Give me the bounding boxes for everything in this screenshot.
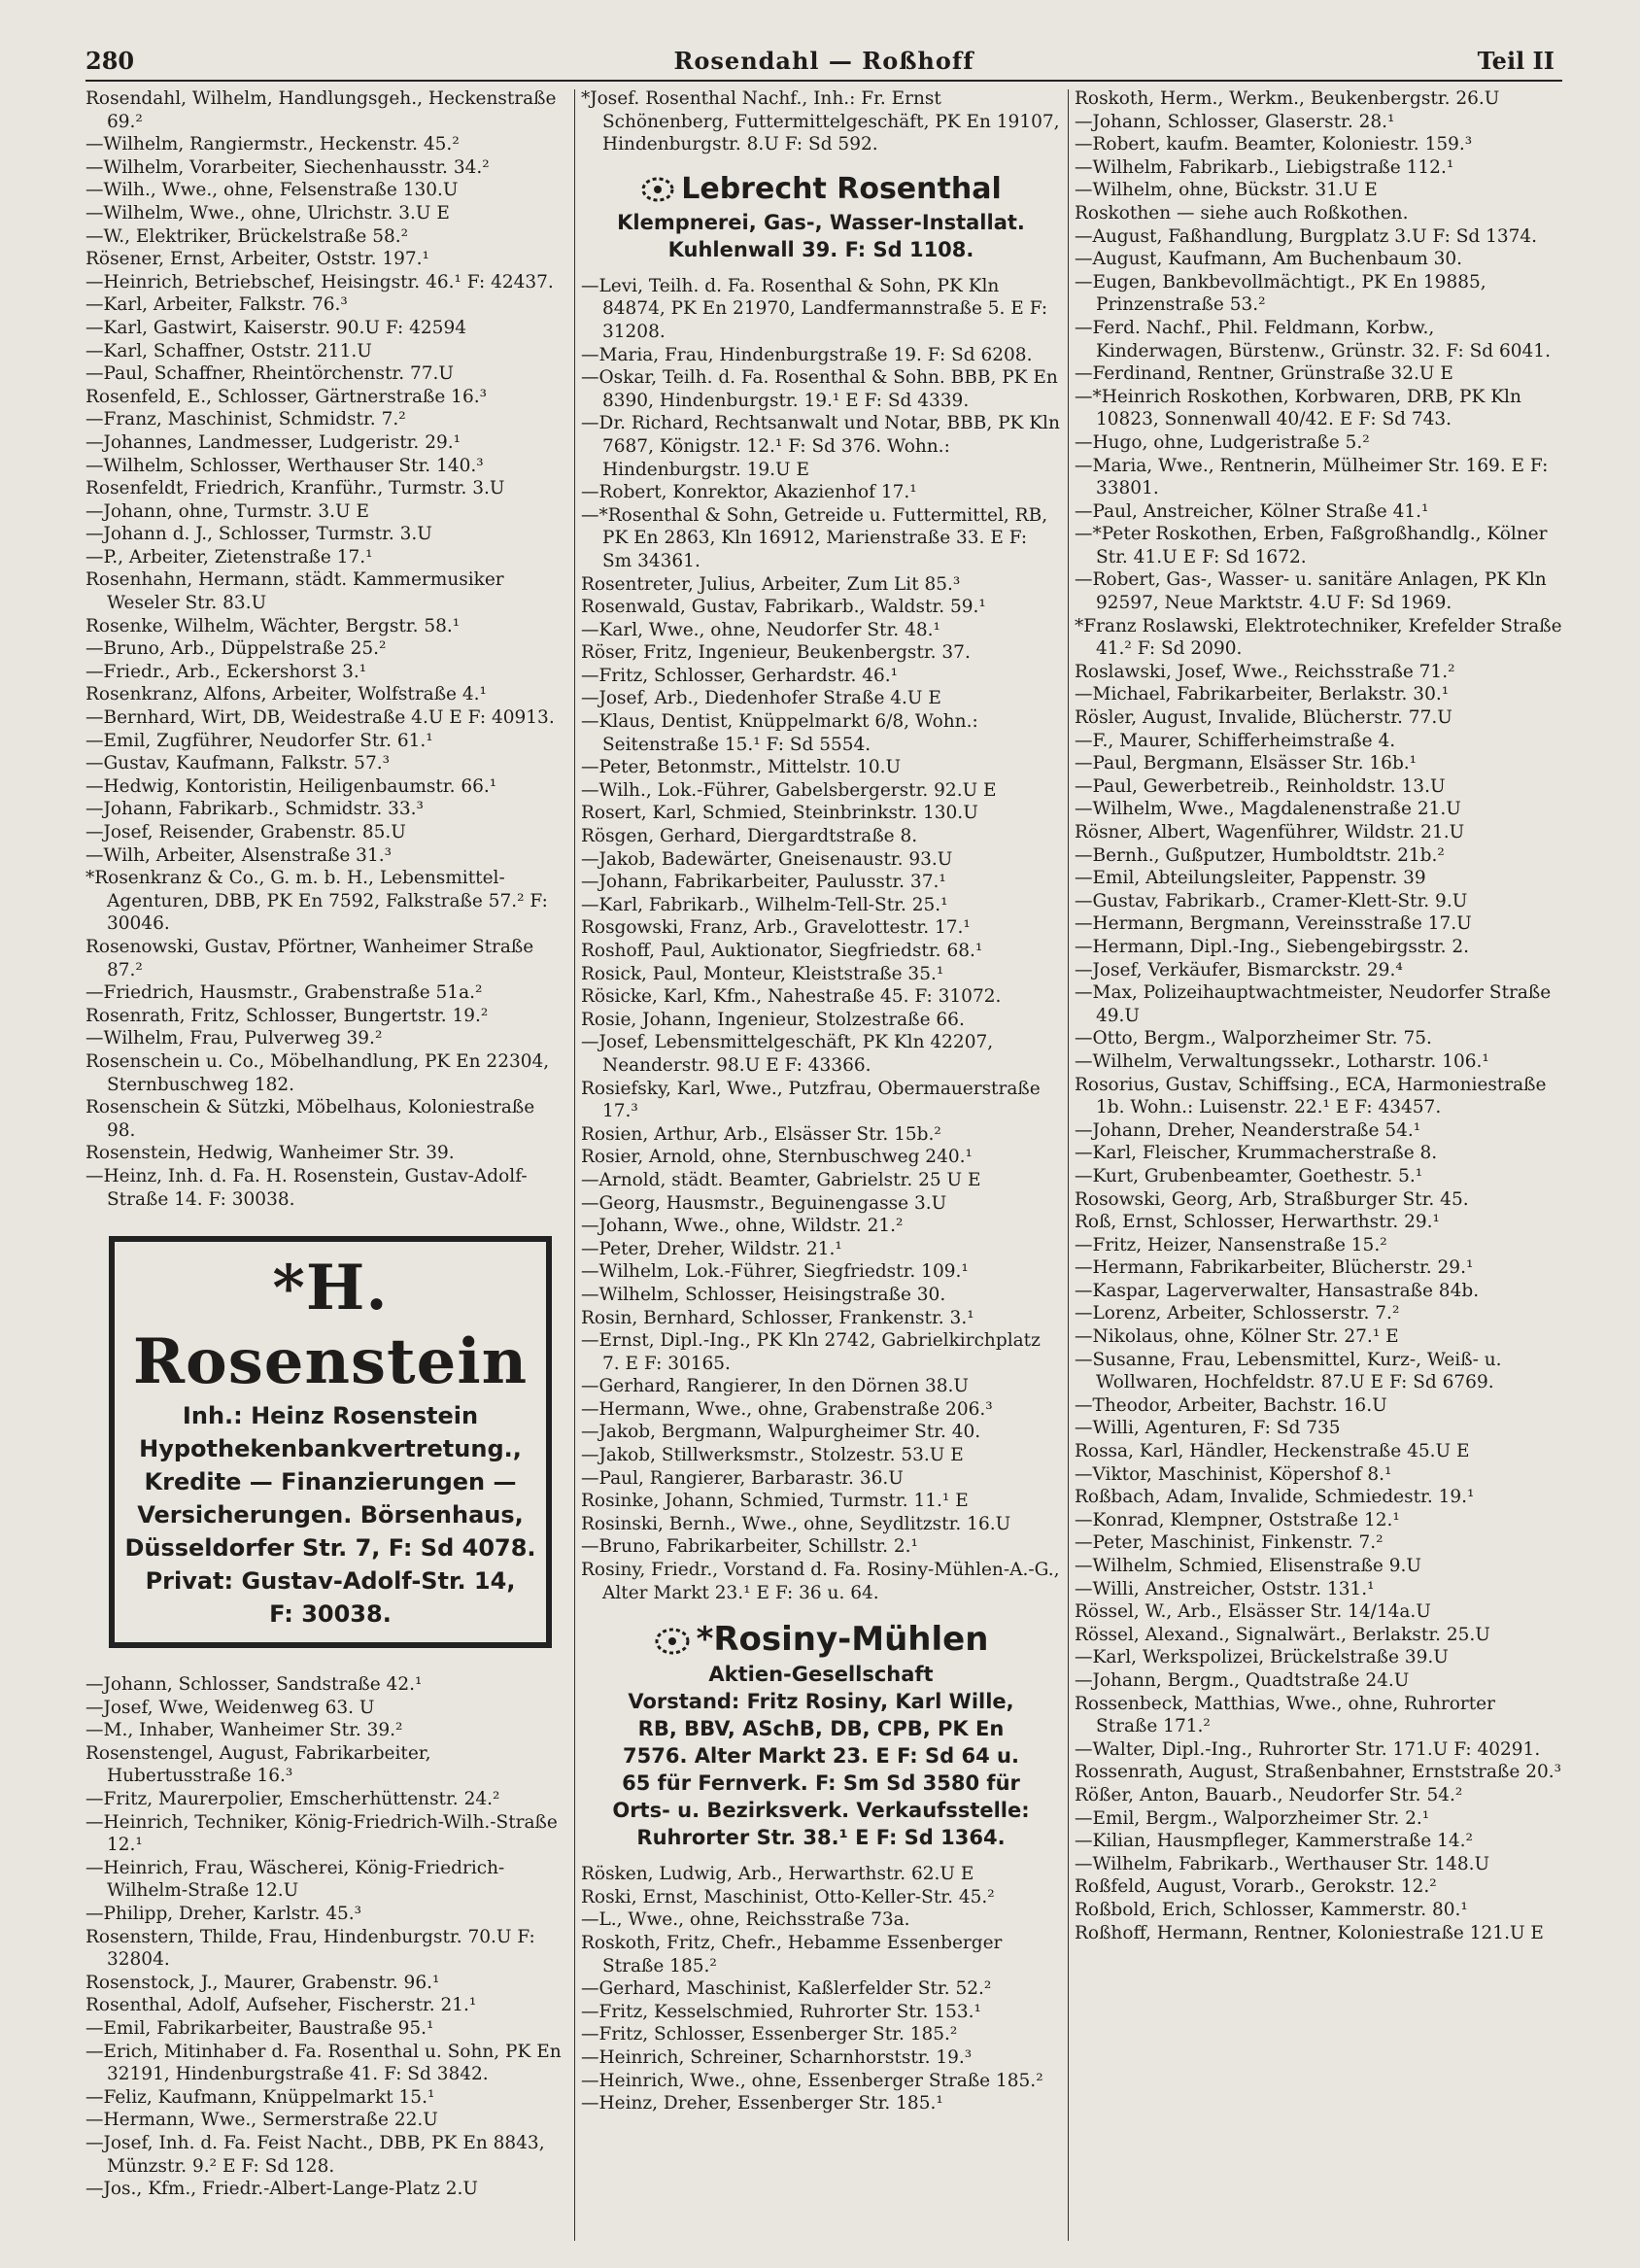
directory-entry: Roßbach, Adam, Invalide, Schmiedestr. 19.¹	[1075, 1487, 1475, 1508]
directory-entry: Roshoff, Paul, Auktionator, Siegfriedstr. 68.¹	[581, 941, 983, 961]
directory-entry: Rosenwald, Gustav, Fabrikarb., Waldstr. 59.¹	[581, 597, 986, 618]
ad-rosenstein	[109, 1236, 552, 1648]
directory-entry: —Viktor, Maschinist, Köpershof 8.¹	[1075, 1463, 1392, 1485]
directory-entry: —Gustav, Kaufmann, Falkstr. 57.³	[85, 753, 391, 774]
directory-entry: —Walter, Dipl.-Ing., Ruhrorter Str. 171.U F: 40291.	[1075, 1738, 1541, 1760]
directory-entry: Rosenke, Wilhelm, Wächter, Bergstr. 58.¹	[85, 615, 461, 636]
directory-entry: —Eugen, Bankbevollmächtigt., PK En 19885, Prinzenstraße 53.²	[1075, 271, 1486, 316]
directory-entry: —Lorenz, Arbeiter, Schlosserstr. 7.²	[1075, 1303, 1400, 1324]
directory-entry: —Robert, Gas-, Wasser- u. sanitäre Anlagen, PK Kln 92597, Neue Marktstr. 4.U F: Sd 1969.	[1075, 569, 1547, 614]
directory-entry: —Klaus, Dentist, Knüppelmarkt 6/8, Wohn.: Seitenstraße 15.¹ F: Sd 5554.	[581, 711, 978, 755]
directory-entry: —Paul, Schaffner, Rheintörchenstr. 77.U	[85, 363, 454, 385]
directory-entry: Rösicke, Karl, Kfm., Nahestraße 45. F: 31072.	[581, 986, 1002, 1008]
directory-entry: —Paul, Anstreicher, Kölner Straße 41.¹	[1075, 500, 1429, 522]
directory-entry: —*Heinrich Roskothen, Korbwaren, DRB, PK Kln 10823, Sonnenwall 40/42. E F: Sd 743.	[1075, 386, 1521, 430]
directory-entry: —Bruno, Fabrikarbeiter, Schillstr. 2.¹	[581, 1536, 918, 1558]
directory-entry: Rosowski, Georg, Arb, Straßburger Str. 45.	[1075, 1188, 1469, 1210]
ad-lebrecht-rosenthal	[581, 170, 1061, 263]
directory-entry: —Karl, Gastwirt, Kaiserstr. 90.U F: 42594	[85, 317, 466, 338]
directory-entry: —Wilhelm, Schmied, Elisenstraße 9.U	[1075, 1556, 1421, 1576]
directory-entry: —Hermann, Wwe., Sermerstraße 22.U	[85, 2110, 438, 2131]
ad-line: Kuhlenwall 39. F: Sd 1108.	[667, 237, 974, 261]
directory-entry: —Wilh, Arbeiter, Alsenstraße 31.³	[85, 844, 393, 866]
directory-entry: —Johann, ohne, Turmstr. 3.U E	[85, 500, 370, 522]
directory-entry: —F., Maurer, Schifferheimstraße 4.	[1075, 730, 1396, 751]
directory-entry: Rosenstengel, August, Fabrikarbeiter, Hubertusstraße 16.³	[85, 1742, 431, 1787]
directory-entry: Rosenthal, Adolf, Aufseher, Fischerstr. 21.¹	[85, 1995, 477, 2016]
directory-entry: Roskoth, Fritz, Chefr., Hebamme Essenberger Straße 185.²	[581, 1933, 1003, 1976]
directory-entry: —Josef, Arb., Diedenhofer Straße 4.U E	[581, 688, 941, 709]
directory-entry: —Karl, Fleischer, Krummacherstraße 8.	[1075, 1143, 1438, 1164]
directory-entry: Roskothen — siehe auch Roßkothen.	[1075, 202, 1409, 223]
ad-rosenstein-title: *H. Rosenstein	[132, 1252, 529, 1399]
directory-entry: Rosenhahn, Hermann, städt. Kammermusiker Weseler Str. 83.U	[85, 569, 504, 614]
directory-entry: —Fritz, Schlosser, Gerhardstr. 46.¹	[581, 665, 899, 686]
page-header	[85, 45, 1562, 84]
directory-entry: Rosenschein u. Co., Möbelhandlung, PK En 22304, Sternbuschweg 182.	[85, 1050, 550, 1095]
directory-entry: Roßhoff, Hermann, Rentner, Koloniestraße 121.U E	[1075, 1922, 1544, 1943]
directory-entry: —Levi, Teilh. d. Fa. Rosenthal & Sohn, PK Kln 84874, PK En 21970, Landfermannstraße 5. E F: 31208.	[581, 275, 1048, 342]
directory-entry: Rosiny, Friedr., Vorstand d. Fa. Rosiny-Mühlen-A.-G., Alter Markt 23.¹ E F: 36 u. 64.	[581, 1560, 1060, 1603]
directory-entry: —Paul, Bergmann, Elsässer Str. 16b.¹	[1075, 753, 1418, 774]
directory-entry: —Heinrich, Betriebschef, Heisingstr. 46.¹ F: 42437.	[85, 271, 554, 292]
directory-entry: —Fritz, Maurerpolier, Emscherhüttenstr. 24.²	[85, 1789, 500, 1810]
directory-entry: —Max, Polizeihauptwachtmeister, Neudorfer Straße 49.U	[1075, 982, 1552, 1026]
directory-entry: Rosick, Paul, Monteur, Kleiststraße 35.¹	[581, 963, 944, 984]
ad-line: Klempnerei, Gas-, Wasser-Installat.	[617, 210, 1025, 234]
directory-entry: —Robert, Konrektor, Akazienhof 17.¹	[581, 482, 917, 503]
directory-entry: —Bernh., Gußputzer, Humboldtstr. 21b.²	[1075, 844, 1445, 866]
directory-entry: —Heinz, Dreher, Essenberger Str. 185.¹	[581, 2093, 943, 2114]
directory-entry: —W., Elektriker, Brückelstraße 58.²	[85, 225, 409, 247]
directory-entry: —Theodor, Arbeiter, Bachstr. 16.U	[1075, 1394, 1387, 1416]
directory-entry: —Wilhelm, Vorarbeiter, Siechenhausstr. 34.²	[85, 156, 490, 178]
directory-entry: Rosenkranz, Alfons, Arbeiter, Wolfstraße 4.¹	[85, 684, 487, 705]
directory-entry: Rosenfeldt, Friedrich, Kranführ., Turmstr. 3.U	[85, 478, 505, 499]
ad-line: Aktien-Gesellschaft	[708, 1663, 934, 1687]
directory-entry: Rosgowski, Franz, Arb., Gravelottestr. 17.¹	[581, 917, 971, 939]
directory-entry: Rosier, Arnold, ohne, Sternbuschweg 240.¹	[581, 1147, 973, 1168]
directory-entry: *Josef. Rosenthal Nachf., Inh.: Fr. Ernst Schönenberg, Futtermittelgeschäft, PK En 19107, Hindenburgstr. 8.U F: Sd 592.	[581, 88, 1060, 155]
directory-entry: —Philipp, Dreher, Karlstr. 45.³	[85, 1904, 362, 1925]
directory-entry: —August, Kaufmann, Am Buchenbaum 30.	[1075, 249, 1463, 270]
directory-entry: —Jakob, Bergmann, Walpurgheimer Str. 40.	[581, 1422, 981, 1443]
directory-entry: —Heinz, Inh. d. Fa. H. Rosenstein, Gustav-Adolf-Straße 14. F: 30038.	[85, 1165, 528, 1210]
directory-entry: Rosenstock, J., Maurer, Grabenstr. 96.¹	[85, 1972, 440, 1993]
ad-line: Kredite — Finanzierungen —	[144, 1468, 517, 1496]
directory-entry: —Hermann, Dipl.-Ing., Siebengebirgsstr. 2.	[1075, 936, 1470, 957]
directory-entry: —Wilhelm, Fabrikarb., Liebigstraße 112.¹	[1075, 156, 1454, 178]
directory-entry: Rösener, Ernst, Arbeiter, Oststr. 197.¹	[85, 249, 429, 270]
ad-line: Vorstand: Fritz Rosiny, Karl Wille,	[628, 1690, 1014, 1714]
directory-entry: Rosendahl, Wilhelm, Handlungsgeh., Heckenstraße 69.²	[85, 88, 557, 132]
column-middle	[581, 87, 1061, 2243]
directory-entry: —Peter, Betonmstr., Mittelstr. 10.U	[581, 757, 902, 778]
column-divider	[574, 89, 575, 2241]
directory-entry: —Wilhelm, Verwaltungssekr., Lotharstr. 106.¹	[1075, 1050, 1489, 1072]
directory-entry: —Bruno, Arb., Düppelstraße 25.²	[85, 638, 387, 660]
directory-entry: —Konrad, Klempner, Oststraße 12.¹	[1075, 1509, 1400, 1530]
directory-entry: Rösler, August, Invalide, Blücherstr. 77.U	[1075, 707, 1452, 729]
column-divider	[1068, 89, 1069, 2241]
directory-entry: —Gerhard, Maschinist, Kaßlerfelder Str. 52.²	[581, 1978, 992, 2000]
directory-entry: —Johann, Schlosser, Glaserstr. 28.¹	[1075, 111, 1395, 132]
company-logo-icon	[654, 1627, 691, 1656]
column-left	[85, 87, 565, 2243]
directory-entry: —Wilhelm, Schlosser, Heisingstraße 30.	[581, 1284, 946, 1305]
directory-entry: —Johannes, Landmesser, Ludgeristr. 29.¹	[85, 431, 461, 453]
directory-entry: —Karl, Schaffner, Oststr. 211.U	[85, 340, 372, 361]
directory-entry: —Georg, Hausmstr., Beguinengasse 3.U	[581, 1192, 947, 1214]
directory-entry: —Wilhelm, Frau, Pulverweg 39.²	[85, 1028, 383, 1049]
directory-entry: —Paul, Rangierer, Barbarastr. 36.U	[581, 1467, 904, 1489]
directory-entry: —Hermann, Wwe., ohne, Grabenstraße 206.³	[581, 1398, 993, 1420]
column-right	[1075, 87, 1562, 2243]
directory-entry: —Emil, Fabrikarbeiter, Baustraße 95.¹	[85, 2018, 434, 2039]
directory-entry: —*Rosenthal & Sohn, Getreide u. Futtermittel, RB, PK En 2863, Kln 16912, Marienstraße 33. E F: Sm 34361.	[581, 504, 1048, 571]
ad-line: Hypothekenbankvertretung.,	[139, 1435, 522, 1463]
ad-line: Orts- u. Bezirksverk. Verkaufsstelle:	[612, 1799, 1030, 1823]
directory-entry: —Emil, Abteilungsleiter, Pappenstr. 39	[1075, 868, 1426, 889]
ad-lebrecht-name: Lebrecht Rosenthal	[681, 171, 1002, 206]
directory-entry: —Karl, Arbeiter, Falkstr. 76.³	[85, 294, 348, 316]
directory-entry: Rosentreter, Julius, Arbeiter, Zum Lit 85.³	[581, 573, 961, 595]
directory-entry: —Wilhelm, Wwe., ohne, Ulrichstr. 3.U E	[85, 202, 450, 223]
directory-entry: —*Peter Roskothen, Erben, Faßgroßhandlg., Kölner Str. 41.U E F: Sd 1672.	[1075, 524, 1548, 567]
directory-entry: —Hugo, ohne, Ludgeristraße 5.²	[1075, 431, 1370, 453]
directory-entry: Rosenschein & Sützki, Möbelhaus, Koloniestraße 98.	[85, 1097, 535, 1141]
directory-entry: —Hedwig, Kontoristin, Heiligenbaumstr. 66.¹	[85, 775, 497, 797]
directory-entry: —Maria, Wwe., Rentnerin, Mülheimer Str. 169. E F: 33801.	[1075, 455, 1549, 499]
directory-entry: Rossenbeck, Matthias, Wwe., ohne, Ruhrorter Straße 171.²	[1075, 1693, 1495, 1737]
directory-entry: —Karl, Werkspolizei, Brückelstraße 39.U	[1075, 1647, 1449, 1668]
directory-entry: Rosenrath, Fritz, Schlosser, Bungertstr. 19.²	[85, 1005, 489, 1026]
directory-entry: Rosin, Bernhard, Schlosser, Frankenstr. 3.¹	[581, 1307, 974, 1328]
directory-entry: —Feliz, Kaufmann, Knüppelmarkt 15.¹	[85, 2086, 435, 2108]
directory-entry: —Kurt, Grubenbeamter, Goethestr. 5.¹	[1075, 1165, 1423, 1186]
directory-entry: Rösken, Ludwig, Arb., Herwarthstr. 62.U E	[581, 1864, 974, 1885]
directory-entry: —Johann, Wwe., ohne, Wildstr. 21.²	[581, 1216, 904, 1237]
ad-line: Inh.: Heinz Rosenstein	[182, 1402, 479, 1430]
directory-entry: —Willi, Anstreicher, Oststr. 131.¹	[1075, 1578, 1375, 1599]
directory-entry: —Kaspar, Lagerverwalter, Hansastraße 84b.	[1075, 1280, 1480, 1301]
directory-entry: Rösner, Albert, Wagenführer, Wildstr. 21.U	[1075, 822, 1465, 842]
ad-line: F: 30038.	[269, 1600, 392, 1629]
directory-entry: —Fritz, Heizer, Nansenstraße 15.²	[1075, 1234, 1387, 1255]
directory-entry: Rosenowski, Gustav, Pförtner, Wanheimer Straße 87.²	[85, 936, 534, 980]
directory-entry: —Johann, Dreher, Neanderstraße 54.¹	[1075, 1119, 1421, 1141]
directory-entry: —Heinrich, Frau, Wäscherei, König-Friedrich-Wilhelm-Straße 12.U	[85, 1857, 505, 1902]
directory-entry: Rosert, Karl, Schmied, Steinbrinkstr. 130.U	[581, 803, 978, 824]
directory-entry: —Johann, Fabrikarbeiter, Paulusstr. 37.¹	[581, 872, 946, 893]
directory-entry: Rosiefsky, Karl, Wwe., Putzfrau, Obermauerstraße 17.³	[581, 1078, 1041, 1122]
directory-entry: —Oskar, Teilh. d. Fa. Rosenthal & Sohn. BBB, PK En 8390, Hindenburgstr. 19.¹ E F: Sd 4339.	[581, 367, 1058, 411]
directory-entry: —Josef, Wwe, Weidenweg 63. U	[85, 1697, 375, 1718]
directory-entry: —Johann, Schlosser, Sandstraße 42.¹	[85, 1674, 423, 1696]
directory-entry: —Karl, Fabrikarb., Wilhelm-Tell-Str. 25.¹	[581, 894, 948, 915]
directory-entry: Roslawski, Josef, Wwe., Reichsstraße 71.²	[1075, 661, 1455, 682]
directory-entry: —August, Faßhandlung, Burgplatz 3.U F: Sd 1374.	[1075, 225, 1538, 247]
directory-entry: —Michael, Fabrikarbeiter, Berlakstr. 30.¹	[1075, 684, 1450, 705]
directory-entry: —Robert, kaufm. Beamter, Koloniestr. 159.³	[1075, 134, 1473, 155]
directory-entry: —Paul, Gewerbetreib., Reinholdstr. 13.U	[1075, 775, 1446, 797]
directory-entry: —P., Arbeiter, Zietenstraße 17.¹	[85, 546, 373, 567]
directory-entry: Rosenstein, Hedwig, Wanheimer Str. 39.	[85, 1143, 455, 1164]
directory-entry: Rosinski, Bernh., Wwe., ohne, Seydlitzstr. 16.U	[581, 1513, 1011, 1534]
directory-entry: —M., Inhaber, Wanheimer Str. 39.²	[85, 1720, 403, 1741]
directory-entry: Rössel, Alexand., Signalwärt., Berlakstr. 25.U	[1075, 1624, 1490, 1645]
directory-entry: Rosie, Johann, Ingenieur, Stolzestraße 66.	[581, 1009, 965, 1030]
ad-line: RB, BBV, ASchB, DB, CPB, PK En	[637, 1717, 1005, 1741]
directory-entry: —Friedrich, Hausmstr., Grabenstraße 51a.²	[85, 982, 483, 1004]
directory-entry: —Wilhelm, Fabrikarb., Werthauser Str. 148.U	[1075, 1853, 1490, 1874]
directory-entry: —Wilhelm, ohne, Bückstr. 31.U E	[1075, 180, 1378, 201]
directory-entry: Rößer, Anton, Bauarb., Neudorfer Str. 54.²	[1075, 1784, 1463, 1805]
directory-entry: —Gerhard, Rangierer, In den Dörnen 38.U	[581, 1376, 970, 1397]
directory-entry: —L., Wwe., ohne, Reichsstraße 73a.	[581, 1909, 910, 1931]
directory-entry: —Ferd. Nachf., Phil. Feldmann, Korbw., Kinderwagen, Bürstenw., Grünstr. 32. F: Sd 6041.	[1075, 317, 1551, 361]
directory-entry: —Jakob, Stillwerksmstr., Stolzestr. 53.U E	[581, 1445, 964, 1466]
directory-entry: —Peter, Maschinist, Finkenstr. 7.²	[1075, 1532, 1384, 1554]
directory-entry: —Willi, Agenturen, F: Sd 735	[1075, 1418, 1341, 1439]
part-label: Teil II	[1477, 47, 1555, 75]
directory-entry: —Emil, Bergm., Walporzheimer Str. 2.¹	[1075, 1807, 1430, 1829]
directory-entry: —Nikolaus, ohne, Kölner Str. 27.¹ E	[1075, 1326, 1399, 1348]
directory-entry: —Wilhelm, Wwe., Magdalenenstraße 21.U	[1075, 799, 1461, 820]
directory-entry: —Heinrich, Techniker, König-Friedrich-Wilh.-Straße 12.¹	[85, 1811, 558, 1856]
ad-line: Versicherungen. Börsenhaus,	[137, 1501, 524, 1529]
directory-entry: —Jakob, Badewärter, Gneisenaustr. 93.U	[581, 848, 953, 870]
directory-entry: —Kilian, Hausmpfleger, Kammerstraße 14.²	[1075, 1831, 1473, 1852]
directory-entry: —Josef, Inh. d. Fa. Feist Nacht., DBB, PK En 8843, Münzstr. 9.² E F: Sd 128.	[85, 2132, 545, 2177]
directory-entry: Roski, Ernst, Maschinist, Otto-Keller-Str. 45.²	[581, 1886, 995, 1907]
directory-entry: —Hermann, Fabrikarbeiter, Blücherstr. 29.¹	[1075, 1257, 1474, 1279]
directory-entry: —Josef, Lebensmittelgeschäft, PK Kln 42207, Neanderstr. 98.U E F: 43366.	[581, 1032, 994, 1076]
directory-entry: —Wilhelm, Lok.-Führer, Siegfriedstr. 109.¹	[581, 1261, 969, 1283]
directory-entry: —Franz, Maschinist, Schmidstr. 7.²	[85, 409, 406, 430]
ad-rosiny-muehlen	[581, 1618, 1061, 1851]
directory-entry: —Friedr., Arb., Eckershorst 3.¹	[85, 661, 367, 682]
directory-entry: Rosenfeld, E., Schlosser, Gärtnerstraße 16.³	[85, 386, 488, 407]
directory-entry: —Ernst, Dipl.-Ing., PK Kln 2742, Gabrielkirchplatz 7. E F: 30165.	[581, 1330, 1041, 1374]
directory-entry: —Wilh., Lok.-Führer, Gabelsbergerstr. 92.U E	[581, 779, 997, 801]
directory-entry: —Otto, Bergm., Walporzheimer Str. 75.	[1075, 1028, 1432, 1049]
directory-entry: —Bernhard, Wirt, DB, Weidestraße 4.U E F: 40913.	[85, 707, 555, 729]
directory-entry: —Johann d. J., Schlosser, Turmstr. 3.U	[85, 524, 432, 545]
directory-entry: —Josef, Reisender, Grabenstr. 85.U	[85, 822, 406, 842]
directory-entry: —Johann, Fabrikarb., Schmidstr. 33.³	[85, 799, 424, 820]
directory-entry: Rosien, Arthur, Arb., Elsässer Str. 15b.²	[581, 1123, 941, 1145]
directory-entry: —Ferdinand, Rentner, Grünstraße 32.U E	[1075, 363, 1453, 385]
directory-entry: Rossenrath, August, Straßenbahner, Ernststraße 20.³	[1075, 1762, 1562, 1783]
page-number: 280	[85, 47, 135, 75]
directory-entry: —Hermann, Bergmann, Vereinsstraße 17.U	[1075, 913, 1472, 935]
ad-line: 65 für Fernverk. F: Sm Sd 3580 für	[622, 1771, 1020, 1796]
ad-line: Ruhrorter Str. 38.¹ E F: Sd 1364.	[636, 1826, 1006, 1850]
directory-entry: Rösgen, Gerhard, Diergardtstraße 8.	[581, 826, 918, 847]
directory-entry: —Erich, Mitinhaber d. Fa. Rosenthal u. Sohn, PK En 32191, Hindenburgstraße 41. F: Sd 3842.	[85, 2041, 562, 2085]
directory-entry: —Emil, Zugführer, Neudorfer Str. 61.¹	[85, 730, 433, 751]
directory-entry: —Wilhelm, Schlosser, Werthauser Str. 140.³	[85, 455, 484, 476]
directory-entry: —Josef, Verkäufer, Bismarckstr. 29.⁴	[1075, 959, 1403, 980]
directory-entry: —Heinrich, Schreiner, Scharnhorststr. 19.³	[581, 2046, 973, 2068]
directory-entry: —Heinrich, Wwe., ohne, Essenberger Straße 185.²	[581, 2070, 1043, 2091]
directory-entry: —Maria, Frau, Hindenburgstraße 19. F: Sd 6208.	[581, 344, 1033, 365]
directory-entry: —Fritz, Kesselschmied, Ruhrorter Str. 153.¹	[581, 2001, 981, 2022]
page-title: Rosendahl — Roßhoff	[673, 47, 974, 75]
directory-entry: —Karl, Wwe., ohne, Neudorfer Str. 48.¹	[581, 619, 940, 640]
directory-entry: Roßfeld, August, Vorarb., Gerokstr. 12.²	[1075, 1876, 1437, 1898]
directory-entry: *Franz Roslawski, Elektrotechniker, Krefelder Straße 41.² F: Sd 2090.	[1075, 615, 1562, 660]
header-rule	[85, 80, 1562, 82]
directory-entry: Röser, Fritz, Ingenieur, Beukenbergstr. 37.	[581, 642, 971, 664]
directory-entry: Rössel, W., Arb., Elsässer Str. 14/14a.U	[1075, 1601, 1431, 1623]
directory-entry: —Wilhelm, Rangiermstr., Heckenstr. 45.²	[85, 134, 460, 155]
directory-entry: —Johann, Bergm., Quadtstraße 24.U	[1075, 1669, 1410, 1691]
ad-line: 7576. Alter Markt 23. E F: Sd 64 u.	[623, 1744, 1019, 1769]
directory-entry: —Susanne, Frau, Lebensmittel, Kurz-, Weiß- u. Wollwaren, Hochfeldstr. 87.U E F: Sd 6769.	[1075, 1349, 1502, 1393]
directory-entry: —Arnold, städt. Beamter, Gabrielstr. 25 U E	[581, 1169, 981, 1190]
directory-entry: *Rosenkranz & Co., G. m. b. H., Lebensmittel-Agenturen, DBB, PK En 7592, Falkstraße 57.² F: 30046.	[85, 868, 548, 935]
directory-entry: —Dr. Richard, Rechtsanwalt und Notar, BBB, PK Kln 7687, Königstr. 12.¹ F: Sd 376. Wohn.: Hindenburgstr. 19.U E	[581, 413, 1060, 480]
ad-rosiny-name: *Rosiny-Mühlen	[696, 1620, 989, 1660]
directory-entry: Roßbold, Erich, Schlosser, Kammerstr. 80.¹	[1075, 1899, 1468, 1920]
directory-entry: Roß, Ernst, Schlosser, Herwarthstr. 29.¹	[1075, 1212, 1440, 1233]
directory-entry: —Peter, Dreher, Wildstr. 21.¹	[581, 1238, 842, 1259]
directory-entry: —Jos., Kfm., Friedr.-Albert-Lange-Platz 2.U	[85, 2179, 478, 2200]
directory-entry: Rosinke, Johann, Schmied, Turmstr. 11.¹ E	[581, 1491, 969, 1512]
directory-entry: —Gustav, Fabrikarb., Cramer-Klett-Str. 9.U	[1075, 890, 1468, 911]
company-logo-icon	[640, 176, 675, 203]
directory-entry: Rosenstern, Thilde, Frau, Hindenburgstr. 70.U F: 32804.	[85, 1926, 535, 1971]
ad-line: Privat: Gustav-Adolf-Str. 14,	[145, 1567, 516, 1596]
directory-entry: Roskoth, Herm., Werkm., Beukenbergstr. 26.U	[1075, 88, 1500, 109]
directory-entry: —Fritz, Schlosser, Essenberger Str. 185.²	[581, 2024, 958, 2045]
directory-entry: Rossa, Karl, Händler, Heckenstraße 45.U E	[1075, 1441, 1470, 1462]
ad-line: Düsseldorfer Str. 7, F: Sd 4078.	[124, 1534, 536, 1563]
directory-entry: —Wilh., Wwe., ohne, Felsenstraße 130.U	[85, 180, 459, 201]
directory-entry: Rosorius, Gustav, Schiffsing., ECA, Harmoniestraße 1b. Wohn.: Luisenstr. 22.¹ E F: 43457.	[1075, 1074, 1547, 1118]
